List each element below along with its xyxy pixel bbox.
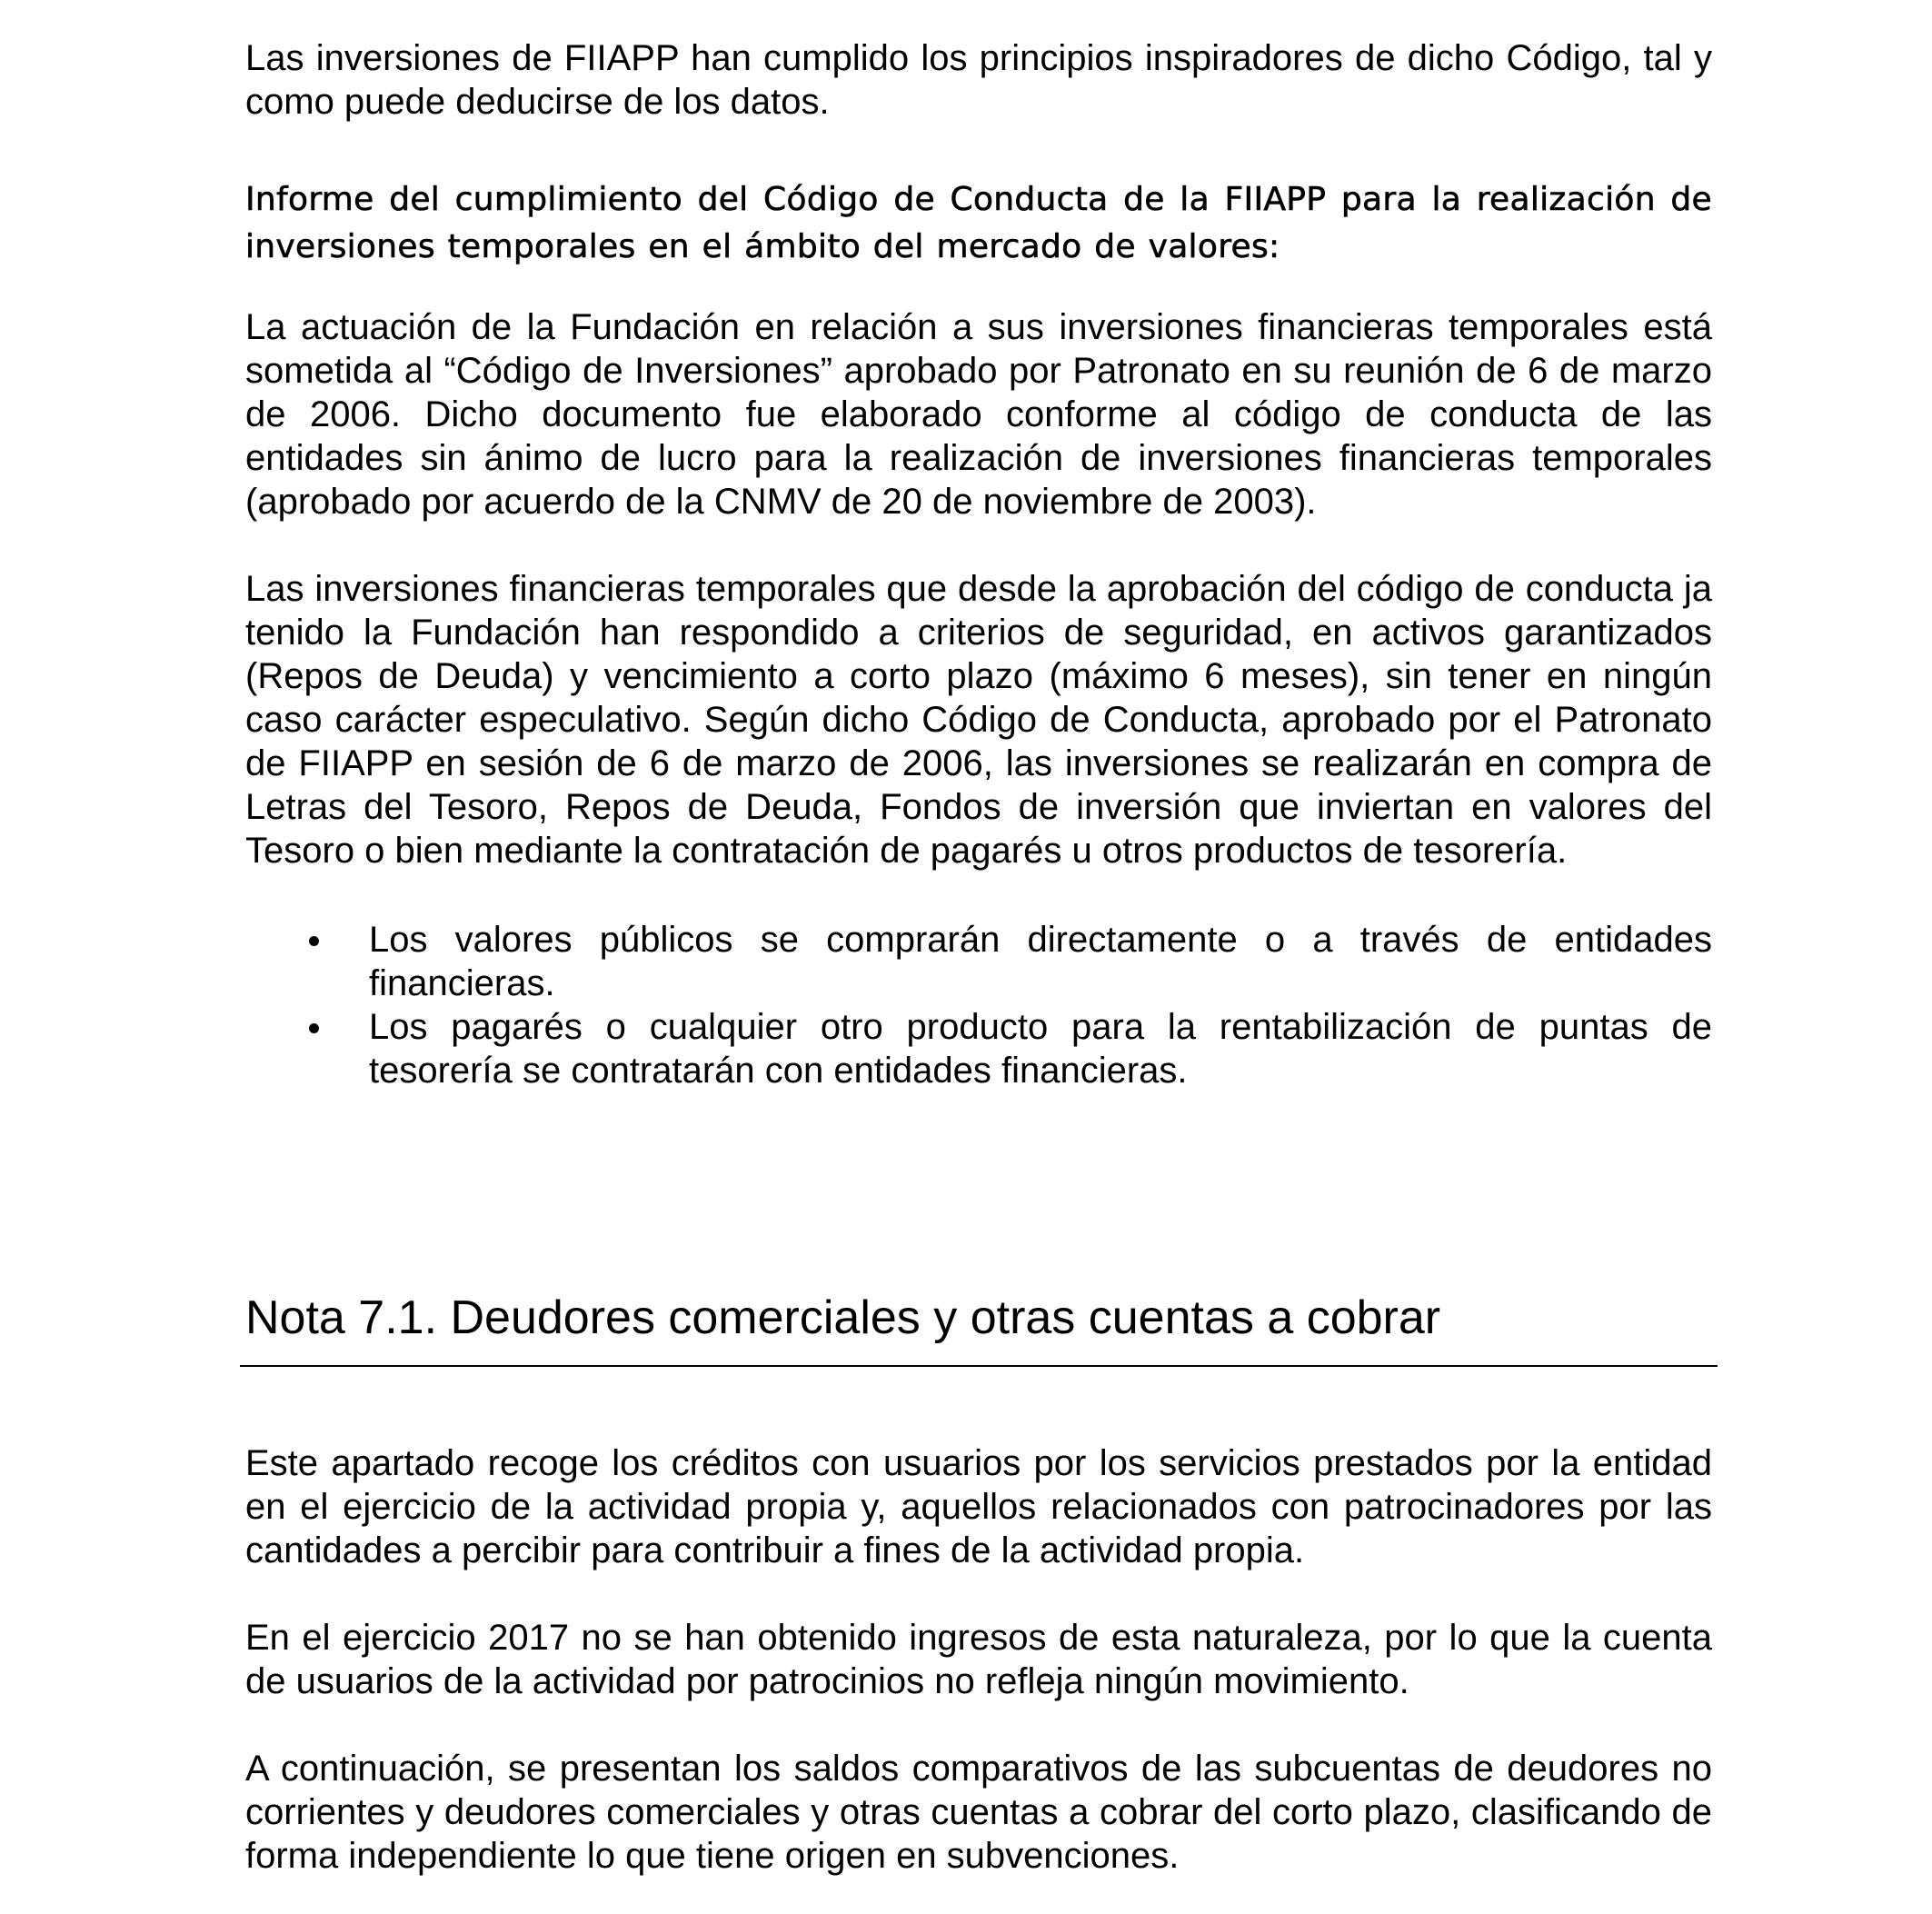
code-paragraph: La actuación de la Fundación en relación a sus inversiones financieras temporales está sometida al “Código de Inversiones” aprobado por Patronato en su reunión de 6 de marzo de 2006. Dicho documento fue elaborado conforme al código de conducta de las entidades sin ánimo de lucro para la realización de inversiones financieras temporales (aprobado por acuerdo de la CNMV de 20 de noviembre de 2003).: [245, 307, 1712, 522]
list-item: [245, 1005, 1712, 1092]
note-title: Nota 7.1. Deudores comerciales y otras cuentas a cobrar: [245, 1291, 1441, 1344]
title-divider: [240, 1365, 1718, 1367]
note-body: [245, 1441, 1712, 1878]
note-paragraph-balances: A continuación, se presentan los saldos comparativos de las subcuentas de deudores no corrientes y deudores comerciales y otras cuentas a cobrar del corto plazo, clasificando de forma independiente lo que tiene origen en subvenciones.: [245, 1749, 1712, 1876]
list-item-text: Los valores públicos se comprarán directamente o a través de entidades financieras.: [369, 920, 1712, 1003]
note-paragraph-credits: Este apartado recoge los créditos con usuarios por los servicios prestados por la entidad en el ejercicio de la actividad propia y, aquellos relacionados con patrocinadores por las cantidades a percibir para contribuir a fines de la actividad propia.: [245, 1443, 1712, 1570]
note-paragraph-2017: En el ejercicio 2017 no se han obtenido ingresos de esta naturaleza, por lo que la cuenta de usuarios de la actividad por patrocinios no refleja ningún movimiento.: [245, 1618, 1712, 1701]
bullet-list: [245, 918, 1712, 1092]
bullet-icon: [309, 1023, 319, 1033]
section-subheading: Informe del cumplimiento del Código de Conducta de la FIIAPP para la realización de inversiones temporales en el ámbito del mercado de valores:: [245, 181, 1712, 265]
bullet-icon: [309, 936, 319, 946]
document-page: [245, 36, 1712, 1092]
list-item-text: Los pagarés o cualquier otro producto para la rentabilización de puntas de tesorería se contratarán con entidades financieras.: [369, 1007, 1712, 1091]
investments-paragraph: Las inversiones financieras temporales que desde la aprobación del código de conducta ja tenido la Fundación han respondido a criterios de seguridad, en activos garantizados (Repos de Deuda) y vencimiento a corto plazo (máximo 6 meses), sin tener en ningún caso carácter especulativo. Según dicho Código de Conducta, aprobado por el Patronato de FIIAPP en sesión de 6 de marzo de 2006, las inversiones se realizarán en compra de Letras del Tesoro, Repos de Deuda, Fondos de inversión que inviertan en valores del Tesoro o bien mediante la contratación de pagarés u otros productos de tesorería.: [245, 569, 1712, 871]
intro-paragraph: Las inversiones de FIIAPP han cumplido los principios inspiradores de dicho Código, tal y como puede deducirse de los datos.: [245, 38, 1712, 122]
list-item: [245, 918, 1712, 1005]
